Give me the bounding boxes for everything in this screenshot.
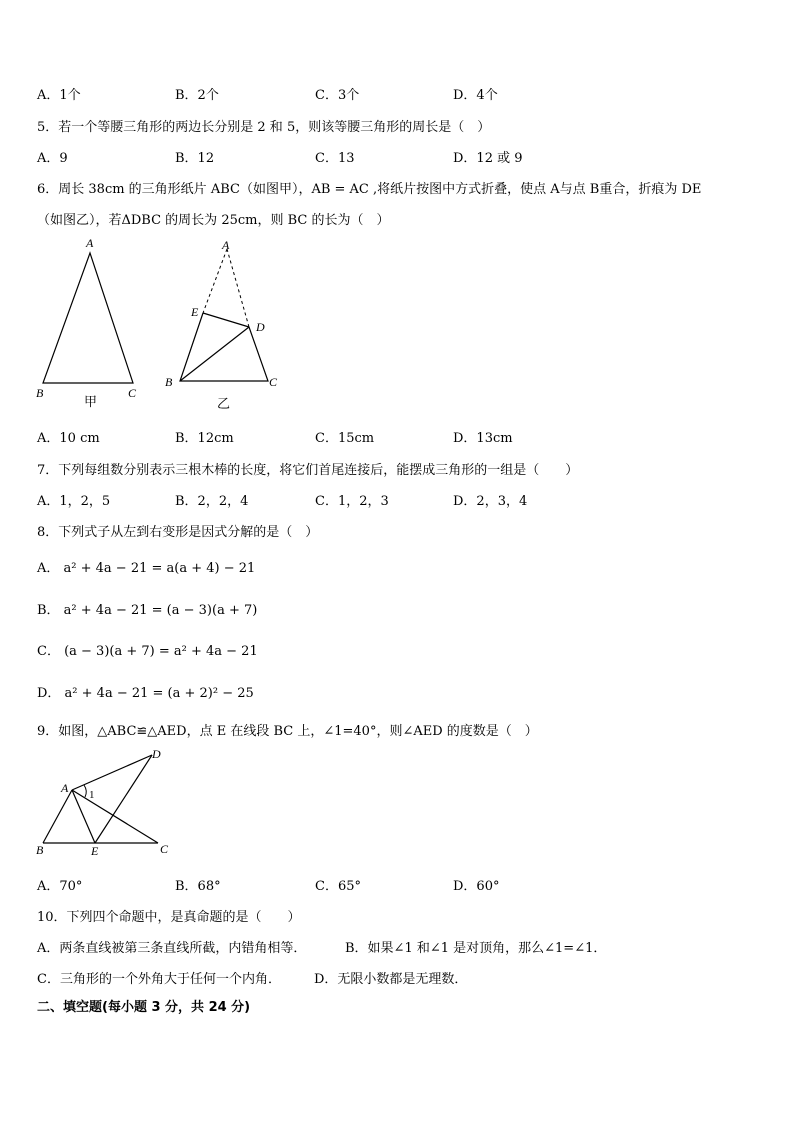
q5-option-d: D．12 或 9 [453, 151, 523, 166]
q10-option-a: A．两条直线被第三条直线所截，内错角相等． [37, 941, 307, 956]
q6-option-c: C．15cm [315, 431, 375, 446]
q6-jia-label-c: C [128, 386, 137, 400]
q9-option-b: B．68° [175, 879, 221, 894]
q6-yi-caption: 乙 [217, 397, 231, 410]
q9-label-c: C [160, 842, 169, 856]
q6-yi-label-d: D [256, 320, 265, 334]
q5-option-b: B．12 [175, 151, 215, 166]
q7-option-d: D．2，3，4 [453, 494, 528, 509]
q7-stem: 7．下列每组数分别表示三根木棒的长度，将它们首尾连接后，能摆成三角形的一组是（ ） [37, 463, 579, 478]
q9-label-d: D [152, 747, 161, 761]
q7-option-c: C．1，2，3 [315, 494, 389, 509]
q5-option-a: A．9 [37, 151, 68, 166]
q6-jia-label-b: B [36, 386, 44, 400]
q6-figure-yi [160, 235, 290, 410]
q6-stem-line1: 6．周长 38cm 的三角形纸片 ABC（如图甲），AB = AC ,将纸片按图中方式折叠，使点 A与点 B重合，折痕为 DE [37, 182, 702, 197]
q7-option-b: B．2，2，4 [175, 494, 249, 509]
q9-option-c: C．65° [315, 879, 361, 894]
q6-yi-label-c: C [269, 375, 278, 389]
q4-option-b: B．2个 [175, 88, 219, 103]
q6-jia-caption: 甲 [84, 395, 98, 410]
q6-yi-label-e: E [191, 305, 199, 319]
q4-option-d: D．4个 [453, 88, 498, 103]
q10-stem: 10．下列四个命题中，是真命题的是（ ） [37, 910, 301, 925]
q9-label-b: B [36, 843, 44, 857]
q6-option-d: D．13cm [453, 431, 513, 446]
q9-angle-1: 1 [89, 789, 95, 801]
q6-option-a: A．10 cm [37, 431, 100, 446]
section-2-heading: 二、填空题(每小题 3 分，共 24 分) [37, 1000, 251, 1015]
q9-label-a: A [61, 781, 69, 795]
q6-figure-jia [30, 235, 160, 410]
q10-option-d: D．无限小数都是无理数． [314, 972, 468, 987]
q8-option-d: D． a² + 4a − 21 = (a + 2)² − 25 [37, 686, 254, 701]
q9-option-a: A．70° [37, 879, 83, 894]
q9-figure [30, 745, 180, 860]
q8-stem: 8．下列式子从左到右变形是因式分解的是（ ） [37, 525, 319, 540]
q9-option-d: D．60° [453, 879, 500, 894]
q5-stem: 5．若一个等腰三角形的两边长分别是 2 和 5，则该等腰三角形的周长是（ ） [37, 120, 491, 135]
q9-stem: 9．如图，△ABC≌△AED，点 E 在线段 BC 上，∠1=40°，则∠AED 的度数是（ ） [37, 724, 538, 739]
q4-option-a: A．1个 [37, 88, 81, 103]
q4-option-c: C．3个 [315, 88, 360, 103]
q6-yi-label-b: B [165, 375, 173, 389]
q8-option-c: C． (a − 3)(a + 7) = a² + 4a − 21 [37, 644, 258, 659]
q8-option-a: A． a² + 4a − 21 = a(a + 4) − 21 [37, 561, 256, 576]
q6-stem-line2: （如图乙），若ΔDBC 的周长为 25cm，则 BC 的长为（ ） [37, 213, 390, 228]
q7-option-a: A．1，2，5 [37, 494, 111, 509]
q6-jia-label-a: A [86, 236, 94, 250]
q8-option-b: B． a² + 4a − 21 = (a − 3)(a + 7) [37, 603, 258, 618]
q9-label-e: E [91, 844, 99, 858]
q10-option-b: B．如果∠1 和∠1 是对顶角，那么∠1=∠1． [345, 941, 607, 956]
q10-option-c: C．三角形的一个外角大于任何一个内角． [37, 972, 281, 987]
q5-option-c: C．13 [315, 151, 355, 166]
q6-yi-label-a: A [222, 238, 230, 252]
q6-option-b: B．12cm [175, 431, 234, 446]
